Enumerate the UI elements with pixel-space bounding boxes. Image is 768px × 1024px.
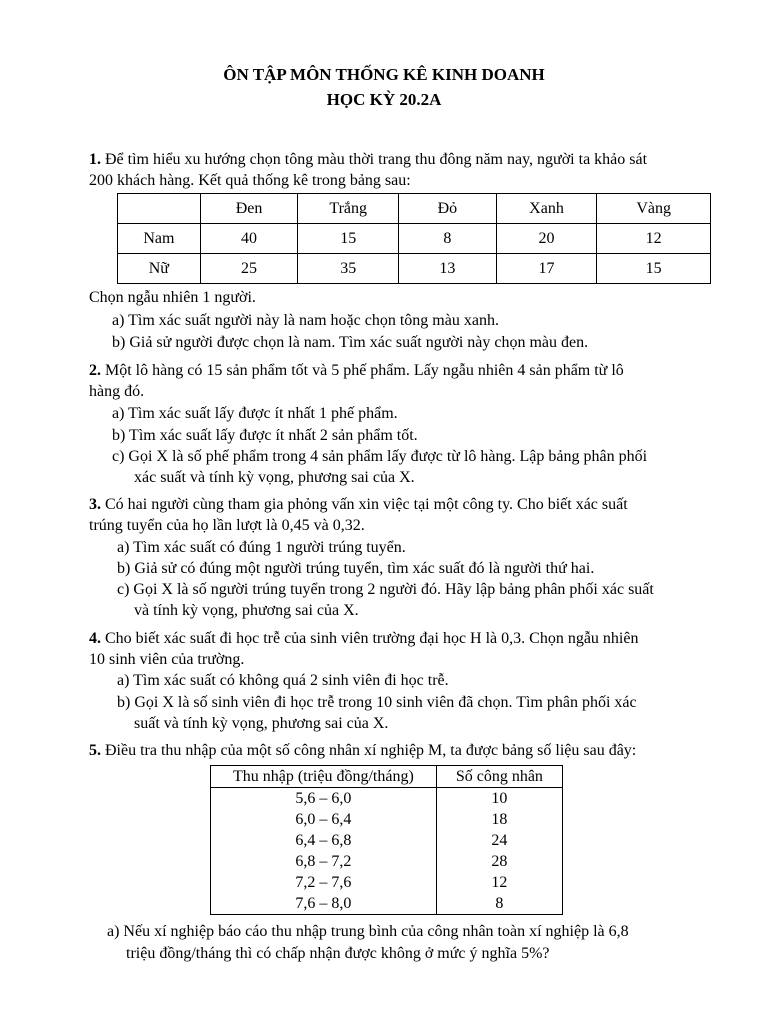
table-cell: 15: [298, 224, 399, 254]
table-header-cell: [118, 194, 201, 224]
table-header-cell: Vàng: [597, 194, 711, 224]
q1-part-b: b) Giả sử người được chọn là nam. Tìm xác suất người này chọn màu đen.: [112, 334, 589, 351]
q1-after-text: Chọn ngẫu nhiên 1 người.: [89, 289, 256, 306]
q1-table: [117, 193, 711, 284]
q5-text: Điều tra thu nhập của một số công nhân xí nghiệp M, ta được bảng số liệu sau đây:: [105, 742, 637, 759]
table-cell: 6,8 – 7,2: [211, 851, 437, 872]
table-row: [211, 788, 563, 810]
table-cell: 25: [200, 254, 298, 284]
table-cell: 7,2 – 7,6: [211, 872, 437, 893]
table-row: [211, 893, 563, 915]
table-cell: 20: [496, 224, 597, 254]
table-row: [211, 809, 563, 830]
table-cell: 28: [436, 851, 562, 872]
table-header-cell: Thu nhập (triệu đồng/tháng): [211, 766, 437, 788]
q2-text-line2: hàng đó.: [89, 383, 145, 400]
q1-number: 1.: [89, 151, 101, 168]
table-cell: 24: [436, 830, 562, 851]
table-cell: 6,0 – 6,4: [211, 809, 437, 830]
q2-text-line1: [89, 360, 624, 381]
q2-part-b: b) Tìm xác suất lấy được ít nhất 2 sản phẩm tốt.: [112, 427, 418, 444]
q5-table: [210, 765, 563, 915]
q5-part-a-line2: triệu đồng/tháng thì có chấp nhận được không ở mức ý nghĩa 5%?: [126, 945, 550, 962]
q3-part-c-line1: c) Gọi X là số người trúng tuyển trong 2 người đó. Hãy lập bảng phân phối xác suất: [117, 581, 654, 598]
table-cell: 40: [200, 224, 298, 254]
table-cell: 10: [436, 788, 562, 810]
table-header-row: [118, 194, 711, 224]
q3-text-line1: [89, 494, 628, 515]
q4-part-b-line2: suất và tính kỳ vọng, phương sai của X.: [134, 715, 389, 732]
table-cell: 6,4 – 6,8: [211, 830, 437, 851]
table-cell: 5,6 – 6,0: [211, 788, 437, 810]
q1-part-a: a) Tìm xác suất người này là nam hoặc chọn tông màu xanh.: [112, 312, 499, 329]
q3-part-c-line2: và tính kỳ vọng, phương sai của X.: [134, 602, 359, 619]
table-cell: 8: [399, 224, 497, 254]
q5-text-line: [89, 740, 636, 761]
table-row: [118, 224, 711, 254]
q4-text-line2: 10 sinh viên của trường.: [89, 651, 245, 668]
q4-part-a: a) Tìm xác suất có không quá 2 sinh viên đi học trễ.: [117, 672, 449, 689]
table-header-cell: Đen: [200, 194, 298, 224]
q3-text-1: Có hai người cùng tham gia phỏng vấn xin việc tại một công ty. Cho biết xác suất: [105, 496, 628, 513]
q2-number: 2.: [89, 362, 101, 379]
q1-text-line1: [89, 149, 711, 170]
q2-part-c-line1: c) Gọi X là số phế phẩm trong 4 sản phẩm lấy được từ lô hàng. Lập bảng phân phối: [112, 448, 648, 465]
table-cell: 35: [298, 254, 399, 284]
q4-part-b-line1: b) Gọi X là số sinh viên đi học trễ trong 10 sinh viên đã chọn. Tìm phân phối xác: [117, 694, 637, 711]
page-title: ÔN TẬP MÔN THỐNG KÊ KINH DOANH: [223, 65, 545, 84]
q4-text-1: Cho biết xác suất đi học trễ của sinh viên trường đại học H là 0,3. Chọn ngẫu nhiên: [105, 630, 639, 647]
table-row: [211, 851, 563, 872]
table-row: [211, 872, 563, 893]
table-cell: 7,6 – 8,0: [211, 893, 437, 915]
table-cell: 15: [597, 254, 711, 284]
q2-text-1: Một lô hàng có 15 sản phẩm tốt và 5 phế phẩm. Lấy ngẫu nhiên 4 sản phẩm từ lô: [105, 362, 624, 379]
table-cell: 13: [399, 254, 497, 284]
q3-number: 3.: [89, 496, 101, 513]
q2-part-a: a) Tìm xác suất lấy được ít nhất 1 phế phẩm.: [112, 405, 398, 422]
table-cell: 18: [436, 809, 562, 830]
table-header-cell: Trắng: [298, 194, 399, 224]
table-cell: 17: [496, 254, 597, 284]
q3-part-b: b) Giả sử có đúng một người trúng tuyển, tìm xác suất đó là người thứ hai.: [117, 560, 595, 577]
q2-part-c-line2: xác suất và tính kỳ vọng, phương sai của X.: [134, 469, 415, 486]
table-cell: Nữ: [118, 254, 201, 284]
table-cell: Nam: [118, 224, 201, 254]
q4-text-line1: [89, 628, 638, 649]
table-header-row: [211, 766, 563, 788]
table-cell: 12: [436, 872, 562, 893]
q1-text-1: Để tìm hiểu xu hướng chọn tông màu thời trang thu đông năm nay, người ta khảo sát: [105, 151, 648, 168]
table-cell: 12: [597, 224, 711, 254]
q5-part-a-line1: a) Nếu xí nghiệp báo cáo thu nhập trung bình của công nhân toàn xí nghiệp là 6,8: [107, 923, 629, 940]
table-cell: 8: [436, 893, 562, 915]
table-header-cell: Đỏ: [399, 194, 497, 224]
table-row: [211, 830, 563, 851]
q4-number: 4.: [89, 630, 101, 647]
table-header-cell: Số công nhân: [436, 766, 562, 788]
q1-text-line2: 200 khách hàng. Kết quả thống kê trong bảng sau:: [89, 172, 411, 189]
q3-text-line2: trúng tuyển của họ lần lượt là 0,45 và 0,32.: [89, 517, 365, 534]
table-header-cell: Xanh: [496, 194, 597, 224]
page-subtitle: HỌC KỲ 20.2A: [326, 90, 442, 109]
table-row: [118, 254, 711, 284]
q3-part-a: a) Tìm xác suất có đúng 1 người trúng tuyển.: [117, 539, 406, 556]
q5-number: 5.: [89, 742, 101, 759]
